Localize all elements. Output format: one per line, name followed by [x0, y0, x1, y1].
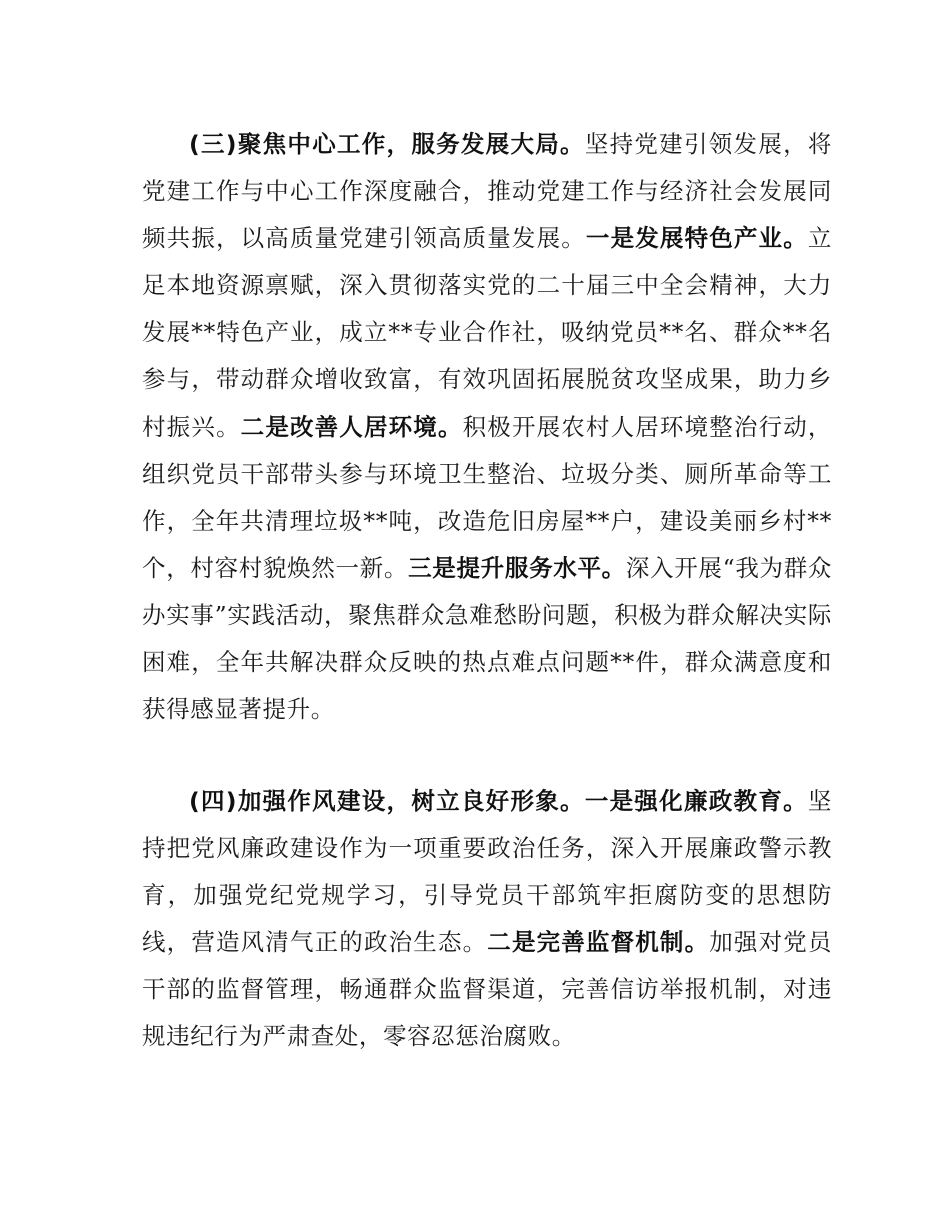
item-1-heading: 一是发展特色产业。 [585, 224, 808, 253]
paragraph-section-4 [142, 778, 832, 1061]
item-4-2-text: 加强对党员干部的监督管理，畅通群众监督渠道，完善信访举报机制，对违规违纪行为严肃查处，零容忍惩治腐败。 [142, 928, 832, 1051]
item-4-1-heading: 一是强化廉政教育。 [584, 787, 808, 815]
item-2-text: 积极开展农村人居环境整治行动，组织党员干部带头参与环境卫生整治、垃圾分类、厕所革命等工作，全年共清理垃圾**吨，改造危旧房屋**户，建设美丽乡村**个，村容村貌焕然一新。 [142, 412, 832, 582]
item-4-2-heading: 二是完善监督机制。 [487, 928, 710, 957]
paragraph-section-3 [142, 121, 832, 733]
item-4-1-text: 坚持把党风廉政建设作为一项重要政治任务，深入开展廉政警示教育，加强党纪党规学习，引导党员干部筑牢拒腐防变的思想防线，营造风清气正的政治生态。 [142, 787, 832, 957]
item-3-text: 深入开展“我为群众办实事”实践活动，聚焦群众急难愁盼问题，积极为群众解决实际困难，全年共解决群众反映的热点难点问题**件，群众满意度和获得感显著提升。 [142, 553, 832, 724]
item-3-heading: 三是提升服务水平。 [408, 553, 626, 582]
item-1-text: 立足本地资源禀赋，深入贯彻落实党的二十届三中全会精神，大力发展**特色产业，成立**专业合作社，吸纳党员**名、群众**名参与，带动群众增收致富，有效巩固拓展脱贫攻坚成果，助力乡村振兴。 [142, 224, 832, 441]
section-4-heading: (四)加强作风建设，树立良好形象。 [189, 787, 585, 815]
item-2-heading: 二是改善人居环境。 [240, 412, 463, 441]
section-3-intro: 坚持党建引领发展，将党建工作与中心工作深度融合，推动党建工作与经济社会发展同频共振，以高质量党建引领高质量发展。 [142, 130, 832, 253]
section-3-heading: (三)聚焦中心工作，服务发展大局。 [189, 130, 585, 158]
